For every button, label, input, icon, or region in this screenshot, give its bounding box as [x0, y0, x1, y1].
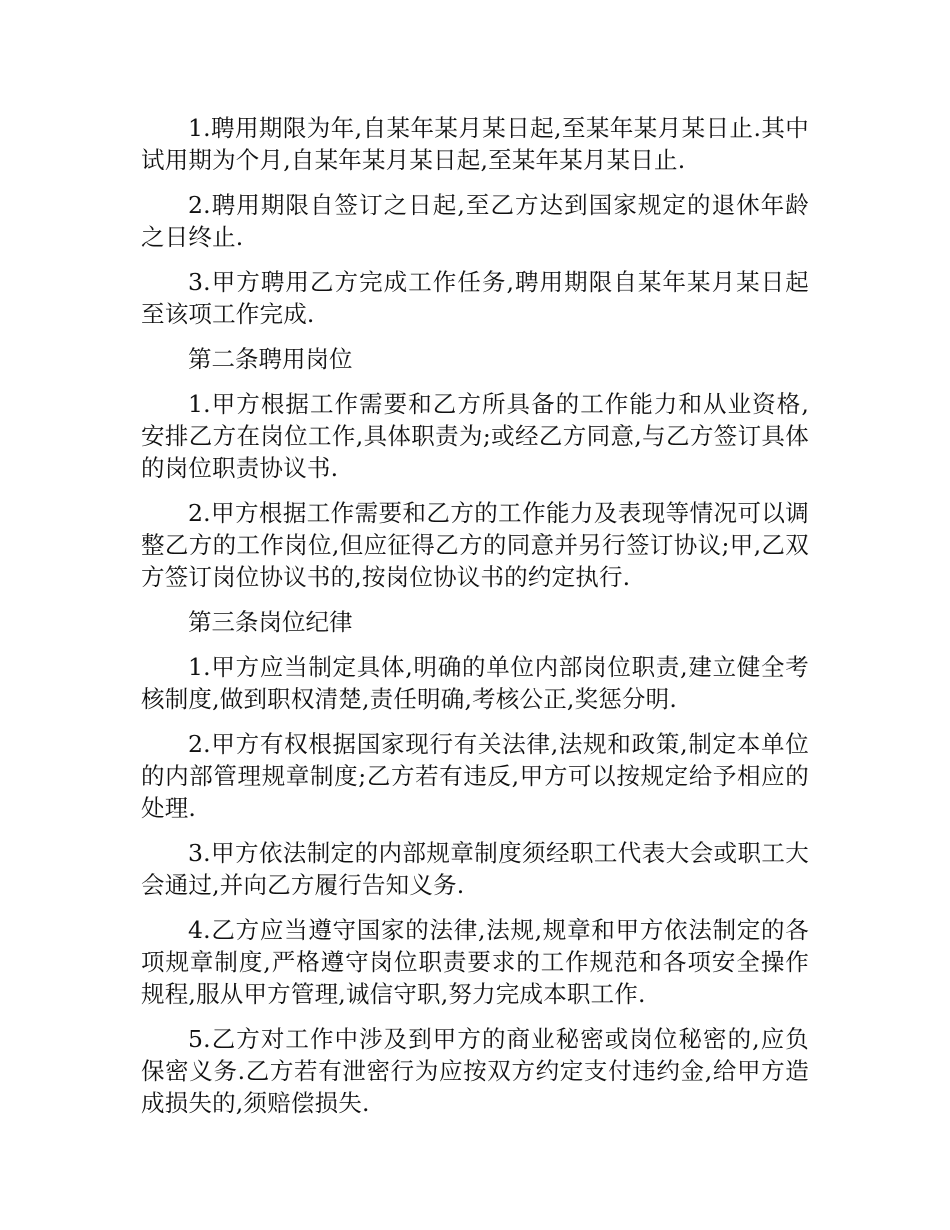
paragraph-discipline-1: 1.甲方应当制定具体,明确的单位内部岗位职责,建立健全考核制度,做到职权清楚,责任明确,考核公正,奖惩分明.: [141, 653, 809, 713]
paragraph-discipline-5: 5.乙方对工作中涉及到甲方的商业秘密或岗位秘密的,应负保密义务.乙方若有泄密行为应按双方约定支付违约金,给甲方造成损失的,须赔偿损失.: [141, 1025, 809, 1117]
paragraph-term-3: 3.甲方聘用乙方完成工作任务,聘用期限自某年某月某日起至该项工作完成.: [141, 268, 809, 328]
paragraph-discipline-4: 4.乙方应当遵守国家的法律,法规,规章和甲方依法制定的各项规章制度,严格遵守岗位职责要求的工作规范和各项安全操作规程,服从甲方管理,诚信守职,努力完成本职工作.: [141, 916, 809, 1008]
section-heading-article-2: 第二条聘用岗位: [188, 345, 353, 373]
paragraph-discipline-3: 3.甲方依法制定的内部规章制度须经职工代表大会或职工大会通过,并向乙方履行告知义务.: [141, 839, 809, 899]
paragraph-discipline-2: 2.甲方有权根据国家现行有关法律,法规和政策,制定本单位的内部管理规章制度;乙方若有违反,甲方可以按规定给予相应的处理.: [141, 730, 809, 822]
document-body: [141, 112, 809, 1132]
paragraph-term-1: 1.聘用期限为年,自某年某月某日起,至某年某月某日止.其中试用期为个月,自某年某月某日起,至某年某月某日止.: [141, 114, 809, 174]
paragraph-position-1: 1.甲方根据工作需要和乙方所具备的工作能力和从业资格,安排乙方在岗位工作,具体职责为;或经乙方同意,与乙方签订具体的岗位职责协议书.: [141, 390, 809, 482]
section-heading-article-3: 第三条岗位纪律: [188, 608, 353, 636]
paragraph-position-2: 2.甲方根据工作需要和乙方的工作能力及表现等情况可以调整乙方的工作岗位,但应征得乙方的同意并另行签订协议;甲,乙双方签订岗位协议书的,按岗位协议书的约定执行.: [141, 499, 809, 591]
paragraph-term-2: 2.聘用期限自签订之日起,至乙方达到国家规定的退休年龄之日终止.: [141, 191, 809, 251]
